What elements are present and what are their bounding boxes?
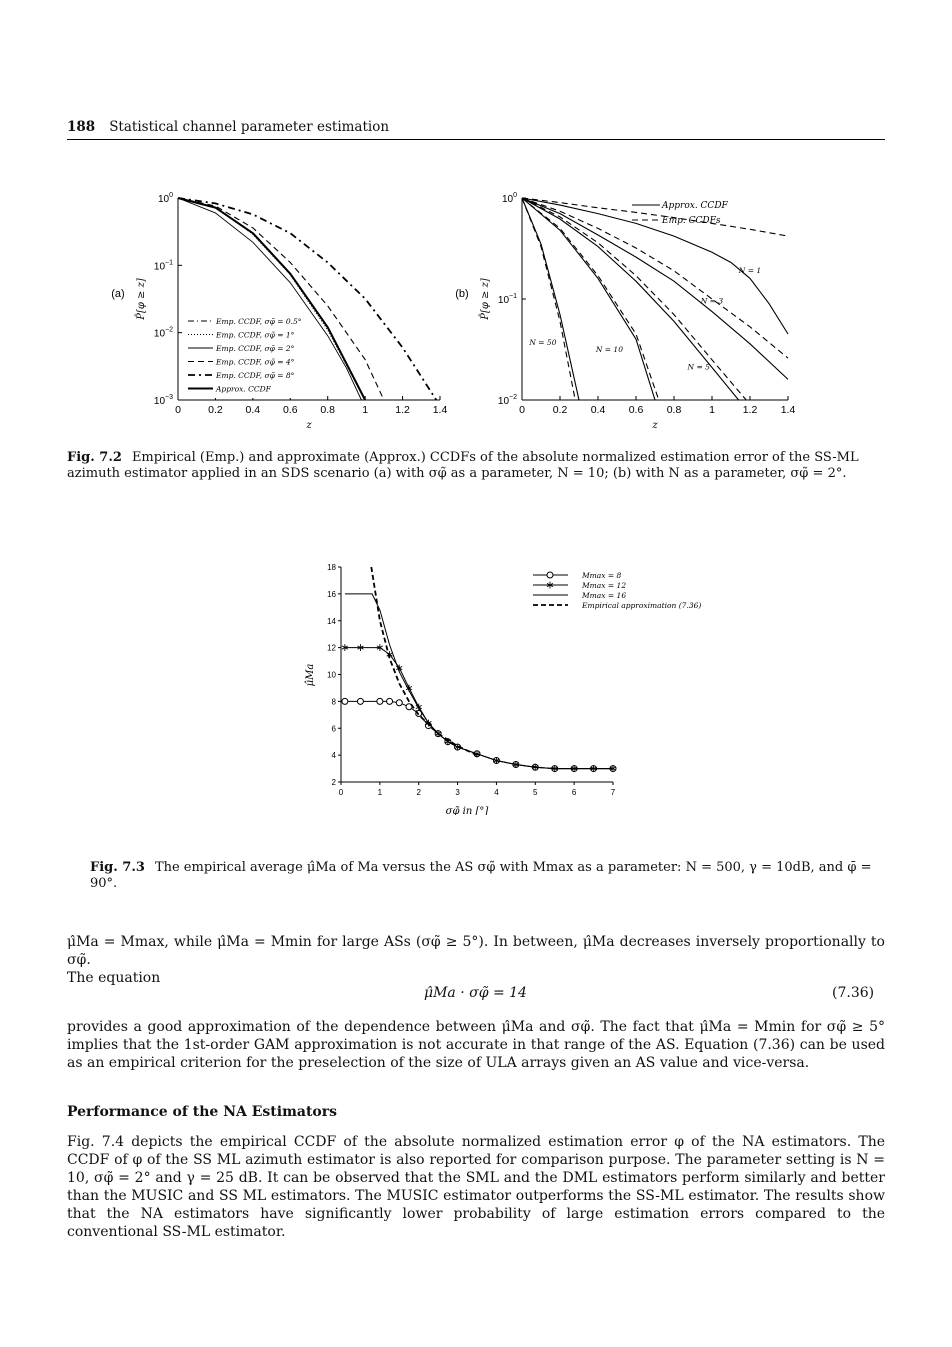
y-tick-label: 16 — [327, 589, 336, 599]
x-tick-label: 1 — [709, 404, 715, 416]
data-point: ∗ — [530, 761, 540, 774]
chart-panel-a — [111, 192, 447, 430]
legend-entry: Emp. CCDF, σφ̃ = 2° — [216, 344, 295, 353]
equation-7-36: μ̂Ma · σφ̃ = 14 — [424, 985, 527, 1001]
x-tick-label: 0.2 — [552, 404, 568, 416]
chart-mu-vs-as — [305, 563, 701, 815]
data-point: ∗ — [550, 763, 560, 776]
panel-label: (a) — [111, 288, 125, 300]
y-tick-label: 8 — [331, 697, 336, 707]
data-point — [357, 698, 363, 704]
x-tick-label: 5 — [533, 788, 538, 797]
y-axis-label: μ̂Ma — [305, 663, 316, 687]
legend-entry: Mmax = 16 — [582, 591, 627, 600]
x-tick-label: 0.6 — [628, 404, 644, 416]
data-point: ∗ — [394, 662, 404, 675]
x-tick-label: 0 — [519, 404, 525, 416]
x-tick-label: 0.4 — [245, 404, 261, 416]
paragraph-line: μ̂Ma = Mmax, while μ̂Ma = Mmin for large ASs (σφ̃ ≥ 5°). In between, μ̂Ma decreases inversely proportionally to σφ̃. — [67, 934, 885, 968]
x-tick-label: 1 — [362, 404, 369, 416]
y-tick-label: 18 — [327, 563, 336, 572]
x-tick-label: 1.4 — [780, 404, 796, 416]
curve-annotation: N = 10 — [595, 344, 623, 354]
caption-label: Fig. 7.2 — [67, 450, 122, 465]
figure-7-2-caption — [67, 450, 885, 482]
x-tick-label: 2 — [416, 788, 421, 797]
paragraph-line: The equation — [67, 970, 161, 986]
curve-annotation: N = 1 — [738, 266, 762, 276]
data-point: ∗ — [608, 763, 618, 776]
series-line — [345, 594, 613, 772]
y-tick-label: $10^{-2}$ — [497, 394, 517, 407]
data-point: ∗ — [384, 648, 395, 661]
x-tick-label: 0 — [175, 404, 181, 416]
data-point: ∗ — [375, 642, 385, 655]
x-tick-label: 3 — [455, 788, 460, 797]
legend-entry: Emp. CCDF, σφ̃ = 4° — [216, 357, 295, 367]
x-tick-label: 0.8 — [320, 404, 336, 416]
series-line — [522, 198, 575, 400]
y-tick-label: $10^{-2}$ — [153, 326, 173, 340]
data-point: ∗ — [511, 759, 521, 772]
x-axis-label: z — [652, 420, 658, 430]
series-line — [522, 198, 579, 400]
curve-annotation: N = 5 — [687, 362, 710, 372]
data-point — [377, 698, 383, 704]
legend-entry: Approx. CCDF — [216, 384, 271, 394]
figure-7-2 — [0, 180, 952, 430]
y-axis-label: P̂[φ ≥ z] — [136, 278, 147, 320]
data-point — [342, 698, 348, 704]
curve-annotation: N = 50 — [529, 338, 557, 348]
x-axis-label: z — [306, 420, 312, 430]
y-tick-label: 6 — [331, 724, 336, 734]
y-tick-label: $10^{-1}$ — [153, 259, 173, 273]
x-tick-label: 0.4 — [590, 404, 606, 416]
plot-area — [522, 198, 788, 400]
y-tick-label: $10^0$ — [501, 192, 517, 205]
page-number: 188 — [67, 119, 96, 135]
x-tick-label: 4 — [494, 788, 499, 797]
y-tick-label: 10 — [327, 670, 336, 680]
paragraph-intro — [67, 933, 885, 987]
legend-entry: Emp. CCDF, σφ̃ = 0.5° — [216, 317, 302, 326]
paragraph-gam: provides a good approximation of the dependence between μ̂Ma and σφ̃. The fact that μ̂Ma = Mmin for σφ̃ ≥ 5° implies that the 1st-order GAM approximation is not accurate in that range of the AS. Equation (7.36) can be used as an empirical criterion for the preselection of the size of ULA arrays given an AS value and vice-versa. — [67, 1019, 885, 1071]
data-point: ∗ — [414, 701, 424, 714]
y-axis-label: P̂[φ ≥ z] — [480, 278, 491, 320]
legend-entry: Approx. CCDF — [662, 201, 728, 211]
x-axis-label: σφ̃ in [°] — [445, 806, 489, 815]
y-tick-label: $10^{-3}$ — [153, 394, 173, 407]
data-point: ∗ — [340, 642, 350, 655]
y-tick-label: 12 — [327, 643, 336, 653]
panel-label: (b) — [455, 288, 469, 300]
x-tick-label: 1 — [377, 788, 383, 797]
x-tick-label: 1.2 — [395, 404, 410, 416]
y-tick-label: 14 — [327, 616, 336, 626]
legend-marker — [547, 572, 553, 578]
caption-label: Fig. 7.3 — [90, 860, 145, 875]
legend-entry: Mmax = 8 — [582, 571, 622, 580]
x-tick-label: 0.2 — [208, 404, 223, 416]
series-line — [522, 198, 655, 400]
legend — [533, 571, 701, 610]
legend-entry: Mmax = 12 — [582, 581, 627, 590]
data-point: ∗ — [433, 728, 443, 741]
data-point: ∗ — [423, 717, 434, 730]
data-point — [387, 698, 393, 704]
x-tick-label: 1.2 — [742, 404, 758, 416]
caption-text: The empirical average μ̂Ma of Ma versus the AS σφ̃ with Mmax as a parameter: N = 500, γ = 10dB, and φ̄ = 90°. — [90, 860, 872, 891]
x-tick-label: 0.6 — [282, 404, 298, 416]
chart-panel-b — [455, 192, 795, 430]
legend-entry: Emp. CCDF, σφ̃ = 8° — [216, 371, 295, 380]
data-point: ∗ — [588, 763, 599, 776]
figure-7-3 — [0, 555, 952, 815]
equation-number: (7.36) — [832, 985, 875, 1001]
curve-annotation: N = 3 — [700, 296, 724, 306]
data-point: ∗ — [472, 748, 482, 761]
running-head — [67, 119, 885, 140]
legend-marker: ∗ — [545, 579, 555, 592]
data-point: ∗ — [355, 642, 366, 655]
legend — [188, 312, 302, 398]
x-tick-label: 0 — [338, 788, 344, 797]
caption-text: Empirical (Emp.) and approximate (Approx.) CCDFs of the absolute normalized estimation error of the SS-ML azimuth estimator applied in an SDS scenario (a) with σφ̃ as a parameter, N = 10; (b) with N as a parameter, σφ̃ = 2°. — [67, 450, 859, 481]
data-point: ∗ — [569, 763, 579, 776]
legend-entry: Emp. CCDFs — [662, 216, 721, 226]
y-tick-label: $10^{-1}$ — [497, 293, 517, 306]
data-point: ∗ — [452, 741, 463, 754]
x-tick-label: 1.4 — [432, 404, 448, 416]
data-point — [396, 700, 402, 706]
series-line — [522, 198, 788, 379]
legend-entry: Emp. CCDF, σφ̃ = 1° — [216, 330, 295, 340]
section-heading: Performance of the NA Estimators — [67, 1104, 338, 1120]
x-tick-label: 6 — [571, 788, 577, 797]
paragraph-na-estimators: Fig. 7.4 depicts the empirical CCDF of the absolute normalized estimation error φ of the NA estimators. The CCDF of φ of the SS ML azimuth estimator is also reported for comparison purpose. The parameter setting is N = 10, σφ̃ = 2° and γ = 25 dB. It can be observed that the SML and the DML estimators perform similarly and better than the MUSIC and SS ML estimators. The MUSIC estimator outperforms the SS-ML estimator. The results show that the NA estimators have significantly lower probability of large estimation errors compared to the conventional SS-ML estimator. — [67, 1134, 885, 1240]
legend-entry: Empirical approximation (7.36) — [582, 601, 702, 610]
y-tick-label: 2 — [331, 778, 336, 787]
x-tick-label: 7 — [610, 788, 616, 797]
figure-7-3-caption — [90, 860, 880, 892]
series-line — [522, 198, 659, 400]
data-point: ∗ — [443, 736, 453, 749]
y-tick-label: 4 — [331, 751, 336, 761]
running-title: Statistical channel parameter estimation — [109, 119, 390, 135]
data-point: ∗ — [404, 682, 414, 695]
data-point: ∗ — [491, 755, 502, 767]
y-tick-label: $10^0$ — [157, 192, 173, 205]
x-tick-label: 0.8 — [666, 404, 682, 416]
